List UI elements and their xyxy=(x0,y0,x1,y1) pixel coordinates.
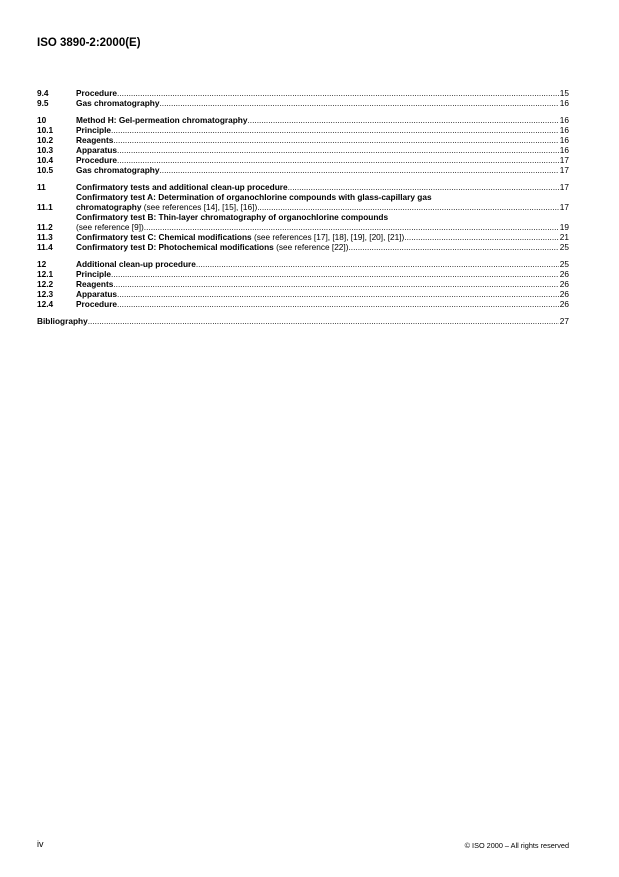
toc-entry-page: 16 xyxy=(559,135,569,145)
dot-leader xyxy=(113,279,559,289)
toc-entry[interactable] xyxy=(37,289,569,299)
toc-entry-title: Confirmatory test C: Chemical modifications xyxy=(76,232,252,242)
toc-entry-page: 26 xyxy=(559,299,569,309)
toc-group xyxy=(37,88,569,108)
toc-entry-page: 17 xyxy=(559,182,569,192)
toc-entry-title: Reagents xyxy=(76,135,114,145)
toc-entry-title: Confirmatory test B: Thin-layer chromatography of organochlorine compounds xyxy=(76,212,389,222)
toc-entry-page: 16 xyxy=(559,145,569,155)
toc-entry[interactable] xyxy=(37,269,569,279)
toc-entry[interactable] xyxy=(37,115,569,125)
toc-entry-title: Method H: Gel-permeation chromatography xyxy=(76,115,248,125)
document-id: ISO 3890-2:2000(E) xyxy=(37,37,141,49)
page-number: iv xyxy=(37,839,44,849)
dot-leader xyxy=(349,242,560,252)
toc-entry[interactable] xyxy=(37,88,569,98)
toc-entry-number: 10.4 xyxy=(37,155,54,165)
dot-leader xyxy=(117,289,559,299)
toc-entry-page: 26 xyxy=(559,269,569,279)
dot-leader xyxy=(113,135,559,145)
toc-entry-page: 19 xyxy=(559,222,569,232)
toc-entry-page: 25 xyxy=(559,259,569,269)
toc-group xyxy=(37,259,569,309)
toc-entry-number: 10.2 xyxy=(37,135,54,145)
toc-group xyxy=(37,182,569,252)
toc-entry[interactable] xyxy=(37,212,569,232)
toc-entry-page: 16 xyxy=(559,98,569,108)
dot-leader xyxy=(404,232,559,242)
dot-leader xyxy=(196,259,559,269)
toc-entry[interactable] xyxy=(37,279,569,289)
toc-entry[interactable] xyxy=(37,155,569,165)
toc-entry-page: 26 xyxy=(559,289,569,299)
toc-entry[interactable] xyxy=(37,98,569,108)
toc-entry-number: 10.1 xyxy=(37,125,54,135)
toc-entry[interactable] xyxy=(37,145,569,155)
dot-leader xyxy=(111,125,559,135)
toc-entry-reference-note: (see reference [22]) xyxy=(273,242,349,252)
toc-entry[interactable] xyxy=(37,165,569,175)
toc-entry[interactable] xyxy=(37,242,569,252)
toc-entry-page: 16 xyxy=(559,125,569,135)
toc-entry-title: Procedure xyxy=(76,155,118,165)
toc-entry-title: Confirmatory tests and additional clean-up procedure xyxy=(76,182,288,192)
dot-leader xyxy=(117,145,559,155)
toc-group xyxy=(37,115,569,175)
toc-entry-reference-note: (see references [17], [18], [19], [20], [21]) xyxy=(251,232,405,242)
dot-leader xyxy=(257,202,559,212)
toc-entry-number: 9.5 xyxy=(37,98,49,108)
toc-entry-title: Gas chromatography xyxy=(76,165,160,175)
toc-entry-number: 11.1 xyxy=(37,202,53,212)
toc-entry-title: Reagents xyxy=(76,279,114,289)
toc-entry-number: 9.4 xyxy=(37,88,49,98)
toc-entry-title: Principle xyxy=(76,125,112,135)
toc-entry-title: Confirmatory test D: Photochemical modifications xyxy=(76,242,274,252)
toc-entry-number: 10 xyxy=(37,115,47,125)
toc-entry-number: 12.4 xyxy=(37,299,54,309)
dot-leader xyxy=(111,269,559,279)
toc-entry-page: 21 xyxy=(559,232,569,242)
toc-entry-title: Apparatus xyxy=(76,289,118,299)
toc-entry[interactable] xyxy=(37,182,569,192)
toc-entry-title: Apparatus xyxy=(76,145,118,155)
toc-entry[interactable] xyxy=(37,232,569,242)
toc-entry-title: Additional clean-up procedure xyxy=(76,259,196,269)
dot-leader xyxy=(288,182,559,192)
toc-entry[interactable] xyxy=(37,316,569,326)
toc-entry-number: 12.2 xyxy=(37,279,54,289)
toc-entry-title: Bibliography xyxy=(37,316,88,326)
toc-entry-reference-note: (see references [14], [15], [16]) xyxy=(141,202,258,212)
toc-entry-page: 15 xyxy=(559,88,569,98)
toc-entry-number: 11.2 xyxy=(37,222,53,232)
dot-leader xyxy=(159,165,559,175)
toc-entry-title: Procedure xyxy=(76,88,118,98)
dot-leader xyxy=(88,316,559,326)
toc-entry-title: Procedure xyxy=(76,299,118,309)
toc-entry-page: 27 xyxy=(559,316,569,326)
toc-entry-number: 11.4 xyxy=(37,242,53,252)
dot-leader xyxy=(117,299,559,309)
toc-entry-number: 10.5 xyxy=(37,165,54,175)
toc-entry-page: 17 xyxy=(559,202,569,212)
toc-entry-page: 25 xyxy=(559,242,569,252)
toc-entry-number: 12 xyxy=(37,259,47,269)
toc-entry[interactable] xyxy=(37,135,569,145)
toc-entry-title: Principle xyxy=(76,269,112,279)
toc-entry-number: 12.3 xyxy=(37,289,54,299)
toc-entry-page: 16 xyxy=(559,115,569,125)
toc-entry-page: 17 xyxy=(559,165,569,175)
toc-entry-reference-note: (see reference [9]) xyxy=(76,222,144,232)
table-of-contents xyxy=(37,88,569,333)
toc-entry-page: 17 xyxy=(559,155,569,165)
toc-entry-title-continued: chromatography xyxy=(76,202,142,212)
toc-entry[interactable] xyxy=(37,192,569,212)
toc-entry-number: 11.3 xyxy=(37,232,53,242)
toc-entry-number: 10.3 xyxy=(37,145,54,155)
toc-group xyxy=(37,316,569,326)
dot-leader xyxy=(117,155,559,165)
toc-entry-page: 26 xyxy=(559,279,569,289)
copyright-notice: © ISO 2000 – All rights reserved xyxy=(464,841,569,850)
dot-leader xyxy=(117,88,559,98)
toc-entry-number: 11 xyxy=(37,182,46,192)
toc-entry-title: Confirmatory test A: Determination of organochlorine compounds with glass-capillary gas xyxy=(76,192,432,202)
toc-entry-title: Gas chromatography xyxy=(76,98,160,108)
toc-entry[interactable] xyxy=(37,259,569,269)
toc-entry-number: 12.1 xyxy=(37,269,54,279)
toc-entry[interactable] xyxy=(37,125,569,135)
toc-entry[interactable] xyxy=(37,299,569,309)
dot-leader xyxy=(247,115,559,125)
dot-leader xyxy=(159,98,559,108)
dot-leader xyxy=(144,222,559,232)
